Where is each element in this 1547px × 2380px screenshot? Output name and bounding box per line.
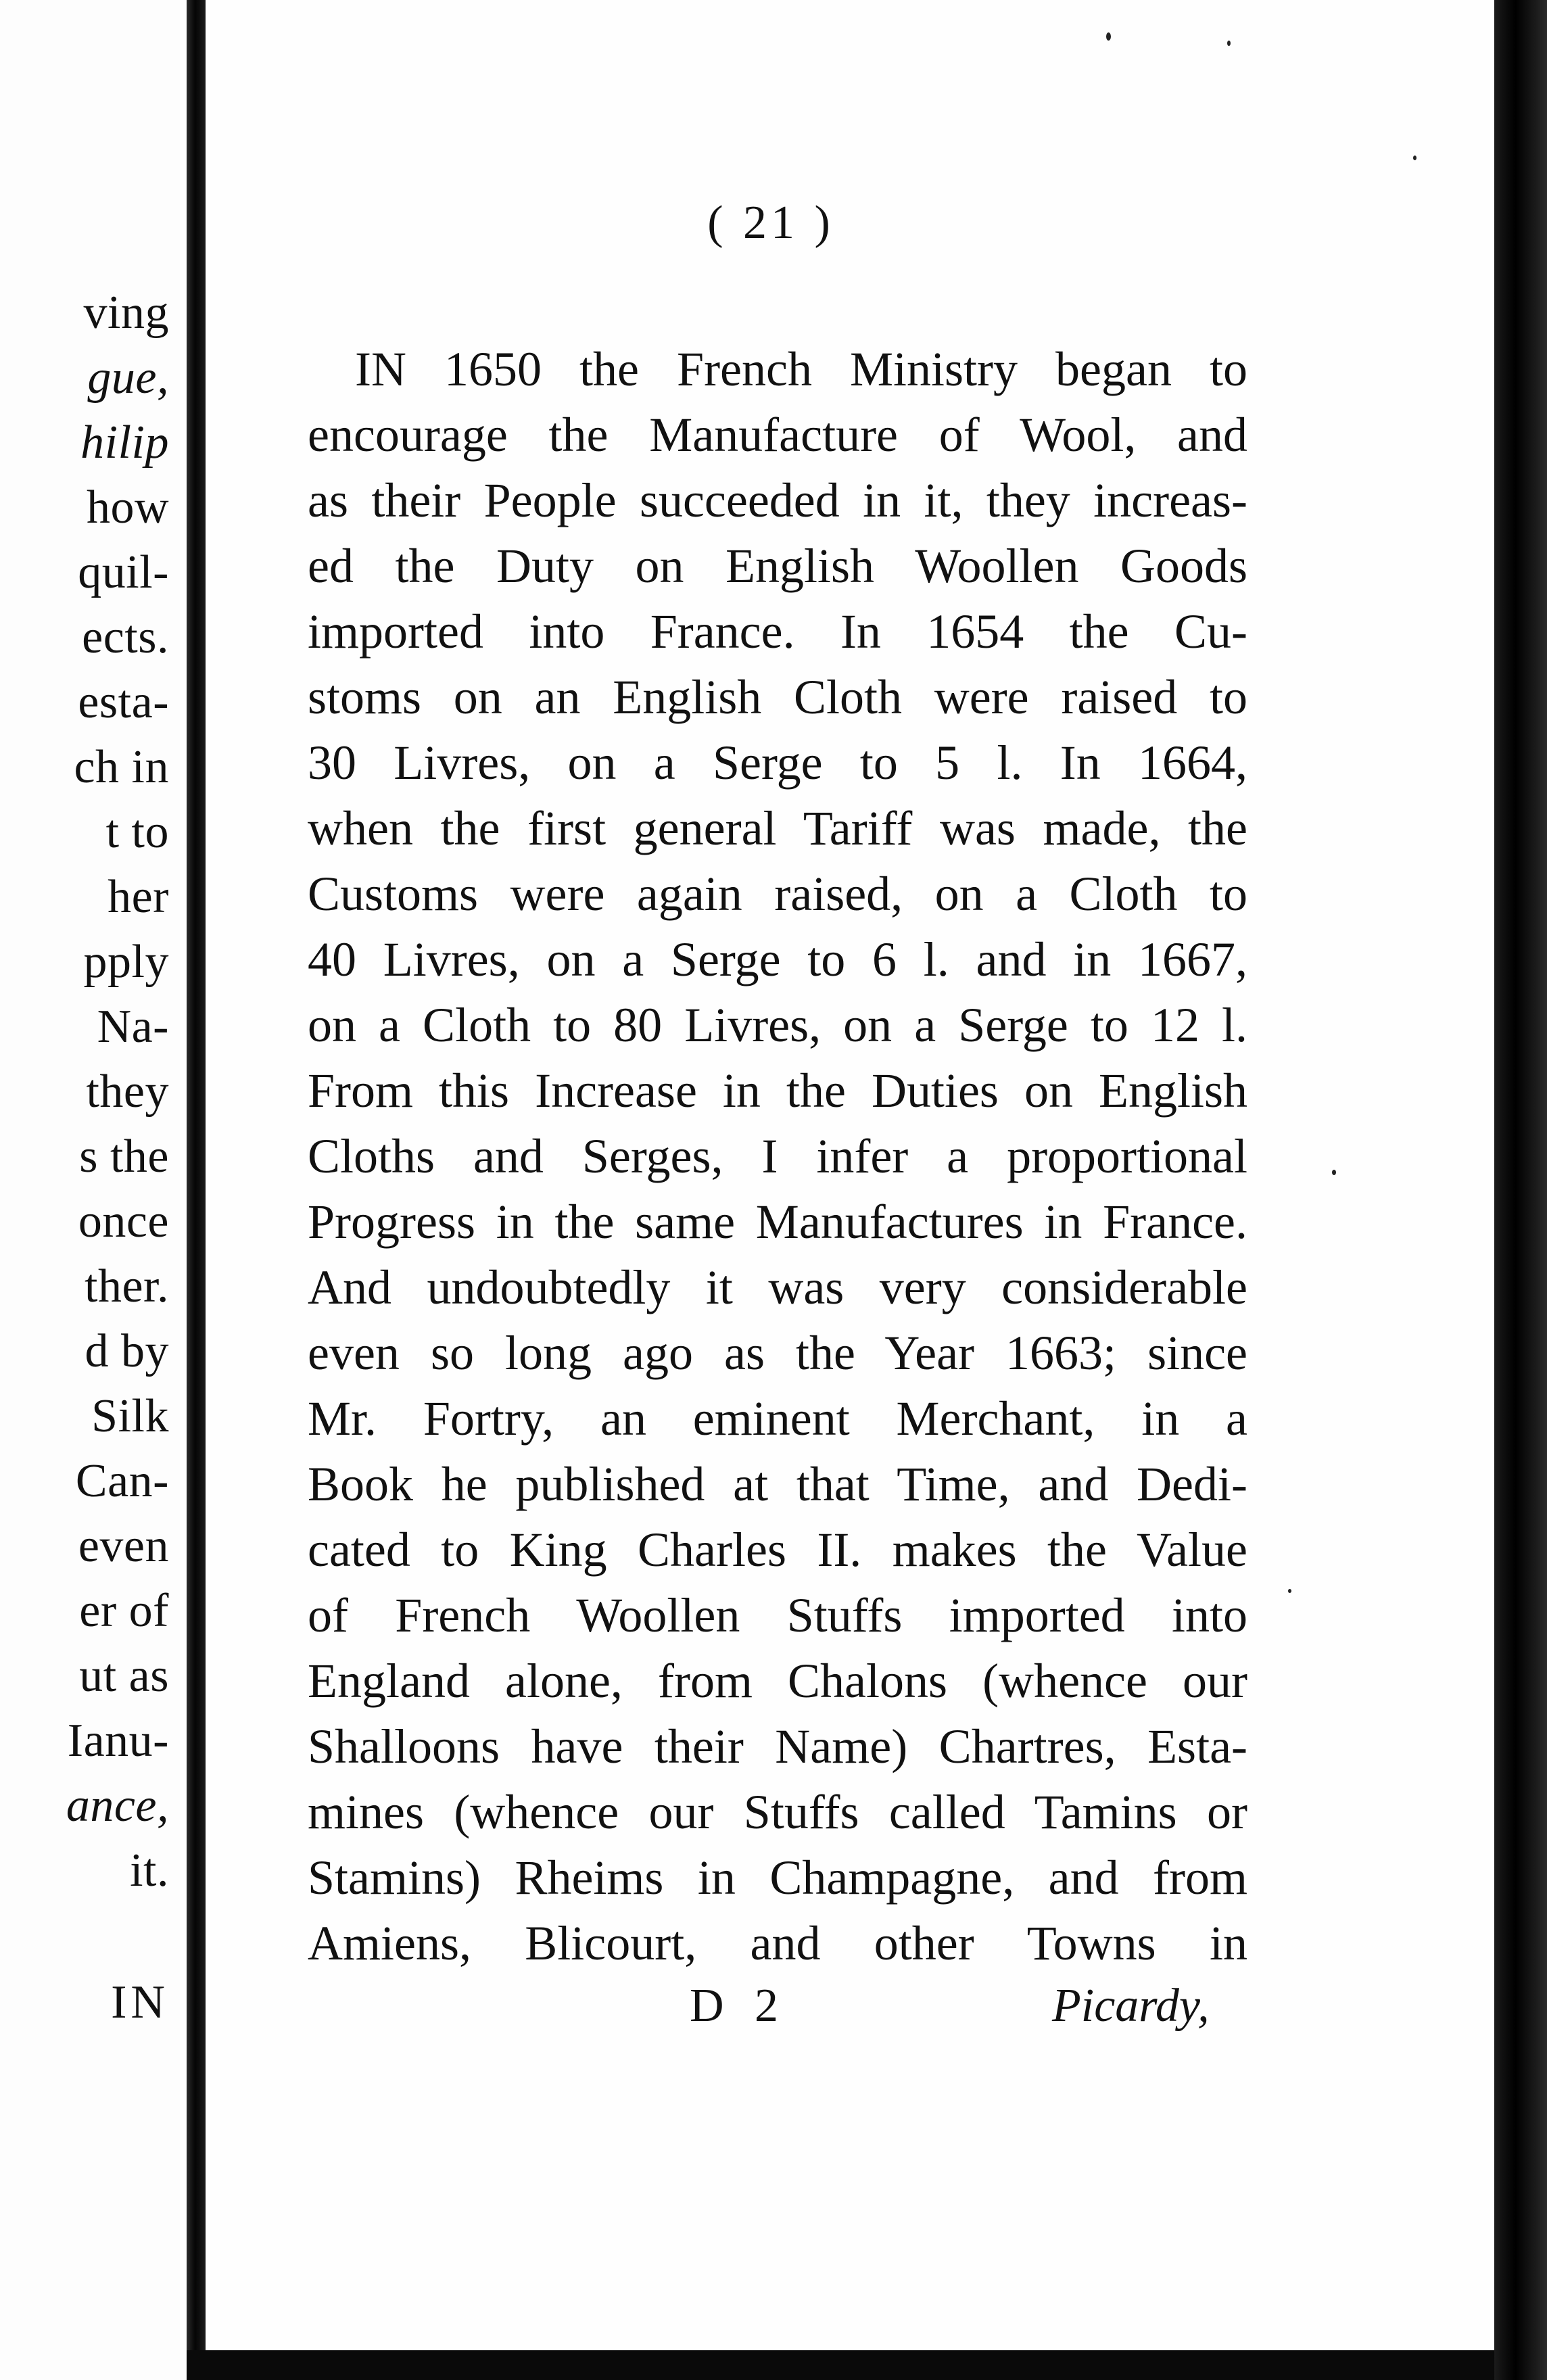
right-page-edge bbox=[1494, 0, 1547, 2380]
previous-page-fragment: it. bbox=[130, 1844, 169, 1897]
text-line: of French Woollen Stuffs imported into bbox=[308, 1588, 1247, 1642]
previous-page-fragment: esta- bbox=[78, 676, 169, 728]
previous-page-fragment: s the bbox=[79, 1130, 169, 1183]
text-line: And undoubtedly it was very considerable bbox=[308, 1260, 1247, 1314]
previous-page-fragment: ving bbox=[83, 287, 169, 339]
ink-speck bbox=[1288, 1589, 1291, 1593]
previous-page-fragment: her bbox=[108, 871, 169, 923]
previous-page-fragment: pply bbox=[83, 936, 169, 988]
text-line: 30 Livres, on a Serge to 5 l. In 1664, bbox=[308, 736, 1247, 790]
previous-page-fragment: how bbox=[86, 481, 169, 533]
previous-page-fragment: ects. bbox=[82, 611, 169, 663]
catchword: Picardy, bbox=[1052, 1980, 1210, 2032]
previous-page-fragment: Silk bbox=[91, 1390, 169, 1442]
text-line: England alone, from Chalons (whence our bbox=[308, 1654, 1247, 1708]
ink-speck bbox=[1413, 156, 1417, 160]
previous-page-fragment: er of bbox=[79, 1585, 169, 1637]
previous-page-fragment: Can- bbox=[75, 1455, 169, 1507]
page-number: ( 21 ) bbox=[707, 197, 834, 249]
text-line: Customs were again raised, on a Cloth to bbox=[308, 867, 1247, 921]
previous-page-fragment: once bbox=[78, 1195, 169, 1247]
text-line: Progress in the same Manufactures in France. bbox=[308, 1195, 1247, 1249]
text-line: From this Increase in the Duties on English bbox=[308, 1064, 1247, 1118]
previous-page-fragment: ance, bbox=[66, 1780, 169, 1832]
text-line: 40 Livres, on a Serge to 6 l. and in 1667, bbox=[308, 932, 1247, 986]
previous-page-fragment: ther. bbox=[85, 1260, 169, 1312]
text-line: stoms on an English Cloth were raised to bbox=[308, 670, 1247, 724]
text-line: encourage the Manufacture of Wool, and bbox=[308, 408, 1247, 462]
text-line: Stamins) Rheims in Champagne, and from bbox=[308, 1851, 1247, 1905]
text-line: even so long ago as the Year 1663; since bbox=[308, 1326, 1247, 1380]
ink-speck bbox=[1227, 41, 1231, 46]
text-line: imported into France. In 1654 the Cu- bbox=[308, 604, 1247, 659]
previous-page-fragment: t to bbox=[105, 806, 169, 858]
previous-page-fragment: Na- bbox=[97, 1001, 169, 1053]
text-line: Cloths and Serges, I infer a proportional bbox=[308, 1129, 1247, 1183]
text-line: Amiens, Blicourt, and other Towns in bbox=[308, 1916, 1247, 1970]
text-line: Shalloons have their Name) Chartres, Esta- bbox=[308, 1719, 1247, 1774]
bottom-page-edge bbox=[187, 2350, 1494, 2380]
ink-speck bbox=[1106, 32, 1111, 41]
previous-page-fragment: d by bbox=[85, 1325, 169, 1377]
text-line: on a Cloth to 80 Livres, on a Serge to 12 l. bbox=[308, 998, 1247, 1052]
book-gutter bbox=[187, 0, 206, 2380]
text-line: cated to King Charles II. makes the Value bbox=[308, 1523, 1247, 1577]
previous-page-fragment: ch in bbox=[74, 741, 169, 793]
previous-page-edge bbox=[0, 0, 187, 2380]
previous-page-fragment: they bbox=[86, 1066, 169, 1118]
previous-page-fragment: IN bbox=[111, 1976, 169, 2028]
previous-page-fragment: quil- bbox=[78, 546, 169, 598]
text-line: IN 1650 the French Ministry began to bbox=[355, 342, 1247, 396]
previous-page-fragment: gue, bbox=[87, 352, 169, 404]
previous-page-fragment: even bbox=[78, 1520, 169, 1572]
text-line: Mr. Fortry, an eminent Merchant, in a bbox=[308, 1391, 1247, 1446]
previous-page-fragment: hilip bbox=[80, 416, 169, 469]
text-line: mines (whence our Stuffs called Tamins or bbox=[308, 1785, 1247, 1839]
previous-page-fragment: Ianu- bbox=[67, 1715, 169, 1767]
text-line: when the first general Tariff was made, the bbox=[308, 801, 1247, 855]
text-line: ed the Duty on English Woollen Goods bbox=[308, 539, 1247, 593]
text-line: Book he published at that Time, and Dedi- bbox=[308, 1457, 1247, 1511]
previous-page-fragment: ut as bbox=[79, 1650, 169, 1702]
text-line: as their People succeeded in it, they increas- bbox=[308, 473, 1247, 527]
ink-speck bbox=[1332, 1170, 1336, 1175]
signature-mark: D 2 bbox=[690, 1980, 788, 2032]
